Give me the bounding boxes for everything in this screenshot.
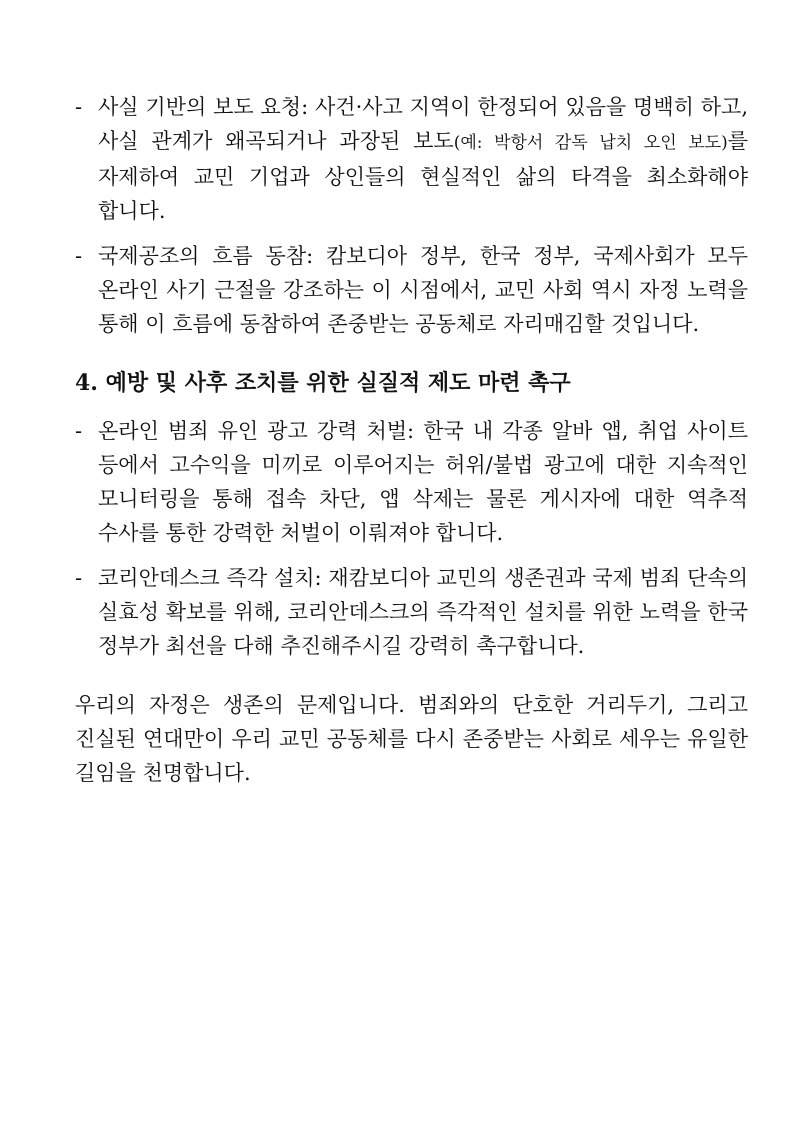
bullet-item [75, 561, 748, 663]
bullet-text [98, 414, 748, 550]
bullet-item [75, 90, 748, 228]
bullet-parenthetical-note: (예: 박항서 감독 납치 오인 보도) [453, 133, 728, 153]
bullet-dash-marker: - [75, 566, 83, 590]
bullet-item [75, 414, 748, 550]
bullet-text-segment: 온라인 범죄 유인 광고 강력 처벌: 한국 내 각종 알바 앱, 취업 사이트 등에서 고수익을 미끼로 이루어지는 허위/불법 광고에 대한 지속적인 모니터링을 통해 접속 차단, 앱 삭제는 물론 게시자에 대한 역추적 수사를 통한 강력한 처벌이 이뤄져야 합니다. [98, 419, 748, 545]
bullet-dash-marker: - [75, 95, 83, 119]
bullet-item [75, 239, 748, 341]
bullet-dash-marker: - [75, 244, 83, 268]
bullet-text-segment: 국제공조의 흐름 동참: 캄보디아 정부, 한국 정부, 국제사회가 모두 온라인 사기 근절을 강조하는 이 시점에서, 교민 사회 역시 자정 노력을 통해 이 흐름에 동참하여 존중받는 공동체로 자리매김할 것입니다. [98, 244, 748, 336]
section-bullet-list [75, 414, 748, 663]
bullet-text [98, 90, 748, 228]
section-heading: 4. 예방 및 사후 조치를 위한 실질적 제도 마련 촉구 [75, 370, 571, 396]
bullet-text-segment: 코리안데스크 즉각 설치: 재캄보디아 교민의 생존권과 국제 범죄 단속의 실효성 확보를 위해, 코리안데스크의 즉각적인 설치를 위한 노력을 한국 정부가 최선을 다해 추진해주시길 강력히 촉구합니다. [98, 566, 748, 658]
bullet-text [98, 239, 748, 341]
bullet-text-segment: 사실 기반의 보도 요청: 사건·사고 지역이 한정되어 있음을 명백히 하고, 사실 관계가 왜곡되거나 과장된 보도 [98, 95, 748, 153]
closing-paragraph: 우리의 자정은 생존의 문제입니다. 범죄와의 단호한 거리두기, 그리고 진실된 연대만이 우리 교민 공동체를 다시 존중받는 사회로 세우는 유일한 길임을 천명합니다. [75, 693, 748, 785]
bullet-text-segment: 를 자제하여 교민 기업과 상인들의 현실적인 삶의 타격을 최소화해야 합니다. [98, 129, 748, 223]
bullet-dash-marker: - [75, 419, 83, 443]
bullet-text [98, 561, 748, 663]
intro-bullet-list [75, 90, 748, 341]
